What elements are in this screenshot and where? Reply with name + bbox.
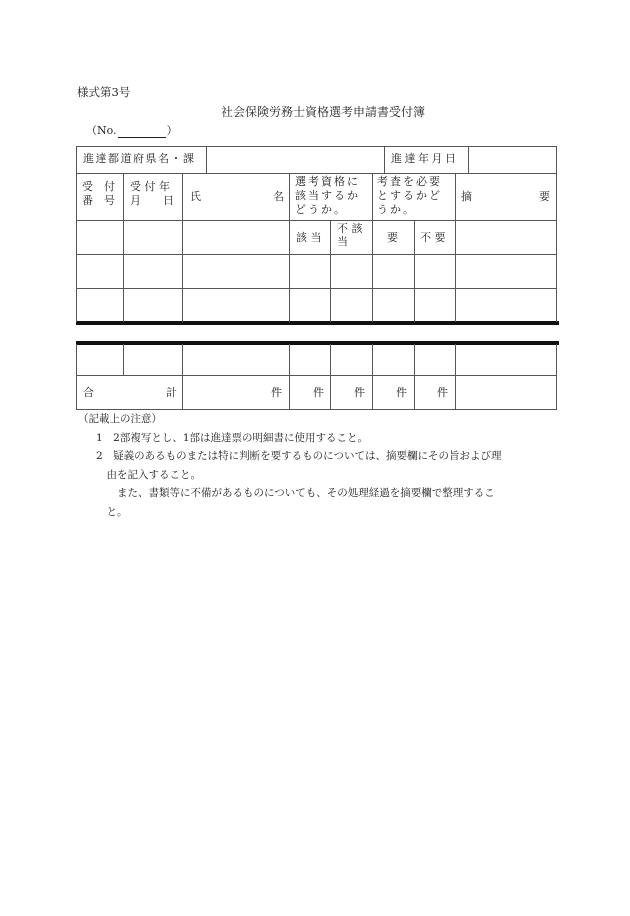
row-divider xyxy=(76,375,557,376)
table-border-right xyxy=(556,146,557,322)
total-unit-required: 件 xyxy=(396,386,407,399)
subheader-required: 要 xyxy=(387,231,398,244)
header-line: 当 xyxy=(337,235,348,248)
header-summary-right: 要 xyxy=(539,190,550,203)
total-unit-not-required: 件 xyxy=(437,386,448,399)
header-summary-left: 摘 xyxy=(461,190,472,203)
header-eligibility xyxy=(295,175,371,217)
note-item: と。 xyxy=(96,505,128,518)
header-line: 選考資格に xyxy=(295,175,360,188)
note-item: 由を記入すること。 xyxy=(96,468,201,481)
header-line: とするかど xyxy=(377,189,442,202)
prefecture-field[interactable] xyxy=(207,147,384,173)
date-label: 進達年月日 xyxy=(391,152,459,165)
col-divider xyxy=(384,146,385,173)
form-number: 様式第3号 xyxy=(77,85,131,99)
document-number xyxy=(86,122,178,138)
subheader-not-required: 不 要 xyxy=(420,231,446,244)
header-line: 受 付 年 xyxy=(130,180,170,193)
prefecture-label: 進達都道府県名・課 xyxy=(83,152,196,165)
notes-section xyxy=(78,410,502,521)
subheader-eligible: 該 当 xyxy=(296,231,322,244)
doc-no-open: （No. xyxy=(86,124,117,137)
subheader-not-eligible xyxy=(337,222,363,248)
header-line: 該当するか xyxy=(295,189,360,202)
header-line: うか。 xyxy=(377,203,416,216)
header-review xyxy=(377,175,453,217)
total-label-right: 計 xyxy=(166,386,177,399)
total-unit-eligible: 件 xyxy=(313,386,324,399)
header-line: 不 該 xyxy=(337,222,363,235)
header-line: どうか。 xyxy=(295,203,347,216)
row-divider xyxy=(76,173,557,174)
header-name-left: 氏 xyxy=(190,190,201,203)
doc-no-close: ） xyxy=(166,124,178,137)
table-row[interactable] xyxy=(77,255,556,288)
header-name-right: 名 xyxy=(273,190,284,203)
table-row[interactable] xyxy=(77,345,556,375)
header-line: 考査を必要 xyxy=(377,175,442,188)
header-summary xyxy=(461,190,550,204)
total-label-left: 合 xyxy=(83,386,94,399)
note-item: 1 2部複写とし、1部は進達票の明細書に使用すること。 xyxy=(96,431,369,444)
note-item: また、書類等に不備があるものについても、その処理経過を摘要欄で整理するこ xyxy=(96,487,495,499)
date-field[interactable] xyxy=(469,147,556,173)
header-name xyxy=(190,190,284,204)
header-line: 受 付 xyxy=(82,180,115,193)
header-line: 番 号 xyxy=(82,194,115,207)
header-receipt-date xyxy=(130,180,180,208)
table-break-line xyxy=(76,321,559,325)
note-item: 2 疑義のあるものまたは特に判断を要するものについては、摘要欄にその旨および理 xyxy=(96,450,502,462)
header-receipt-no xyxy=(82,180,118,208)
document-title: 社会保険労務士資格選考申請書受付簿 xyxy=(220,105,425,119)
doc-no-blank[interactable] xyxy=(118,126,166,138)
table-row[interactable] xyxy=(77,289,556,321)
total-unit-not-eligible: 件 xyxy=(354,386,365,399)
total-label xyxy=(83,386,177,400)
table-border-right xyxy=(556,344,557,410)
total-unit-name: 件 xyxy=(271,386,282,399)
notes-heading: （記載上の注意） xyxy=(78,413,162,425)
header-line: 月 日 xyxy=(130,194,174,207)
